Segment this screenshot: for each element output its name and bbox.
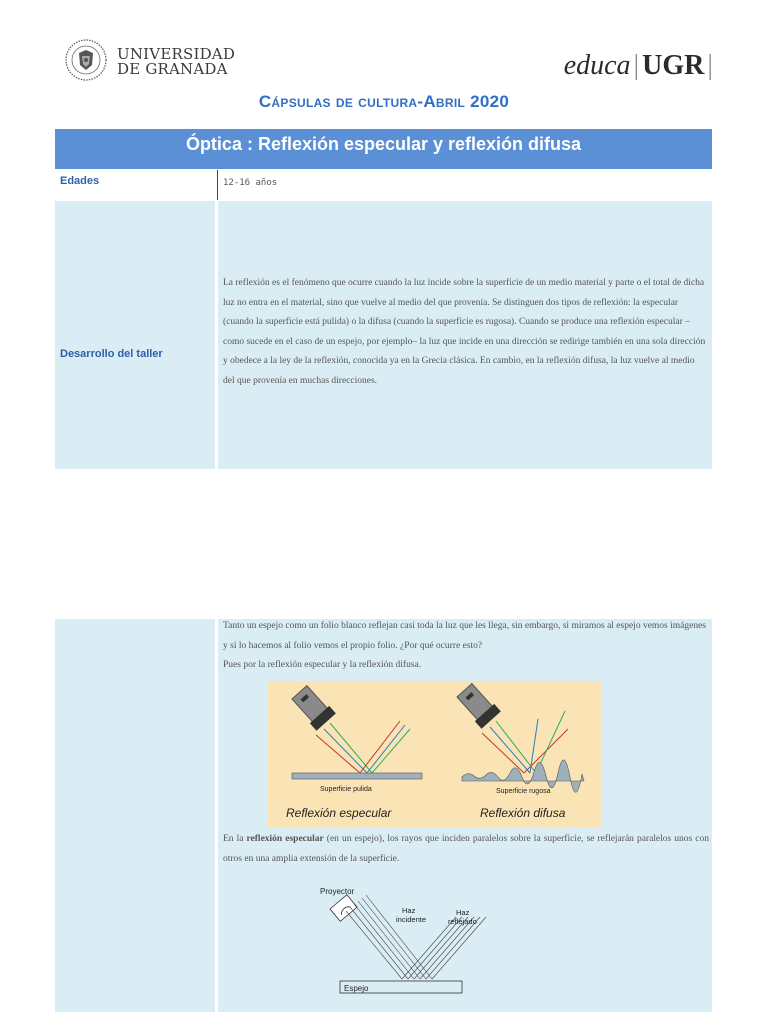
haz-reflejado-label-1: Haz (456, 908, 470, 917)
column-divider (217, 170, 218, 200)
reflection-diagram (268, 681, 601, 828)
university-line-2: DE GRANADA (117, 60, 228, 78)
logo-divider: | (633, 50, 640, 81)
rough-surface-label: Superficie rugosa (496, 788, 551, 795)
specular-explanation (223, 830, 709, 869)
specular-explanation-post: (en un espejo), los rayos que inciden paralelos sobre la superficie, se reflejarán paralelos unos con otros en una amplia extensión de la superficie. (223, 834, 709, 864)
edades-label: Edades (60, 175, 100, 187)
polished-surface-label: Superficie pulida (320, 786, 372, 793)
specular-explanation-pre: En la (223, 834, 247, 844)
projector-mirror-diagram (316, 883, 492, 1001)
second-label-cell (55, 619, 215, 1012)
reflection-types-sentence: Pues por la reflexión especular y la reflexión difusa. (223, 660, 422, 670)
desarrollo-text-cell (218, 201, 712, 469)
mirror-label: Espejo (344, 984, 369, 993)
intro-paragraph: Tanto un espejo como un folio blanco reflejan casi toda la luz que les llega, sin embargo, si miramos al espejo vemos imágenes y si lo hacemos al folio vemos el propio folio. ¿Por qué ocurre esto? (223, 621, 706, 651)
desarrollo-paragraph: La reflexión es el fenómeno que ocurre cuando la luz incide sobre la superficie de un medio material y parte o el total de dicha luz no entra en el material, sino que vuelve al medio del que provenía. Se distinguen dos tipos de reflexión: la especular (cuando la superficie está pulida) o la difusa (cuando la superficie es rugosa). Cuando se produce una reflexión especular –como sucede en el caso de un espejo, por ejemplo– la luz que incide en una dirección se redirige también en una sola dirección y obedece a la ley de la reflexión, conocida ya en la Grecia clásica. En cambio, en la reflexión difusa, la luz vuelve al medio del que provenía en muchas direcciones. (223, 278, 706, 386)
desarrollo-label-cell (55, 201, 215, 469)
capsule-subtitle: Cápsulas de cultura-Abril 2020 (258, 92, 510, 111)
second-content-cell (218, 619, 712, 1012)
page-title-bar (55, 129, 712, 169)
haz-reflejado-label-2: reflejado (448, 917, 477, 926)
university-line-1: UNIVERSIDAD (117, 45, 236, 63)
page-title: Óptica : Reflexión especular y reflexión difusa (185, 134, 582, 154)
polished-surface (292, 773, 422, 779)
logo-divider-end: | (707, 50, 713, 81)
desarrollo-label: Desarrollo del taller (60, 348, 163, 360)
educa-ugr-logo (564, 50, 716, 82)
haz-incidente-label-2: incidente (396, 915, 427, 924)
university-name (117, 47, 235, 77)
diffuse-caption: Reflexión difusa (480, 806, 566, 820)
projector-label: Proyector (320, 887, 355, 896)
haz-incidente-label-1: Haz (402, 906, 416, 915)
universidad-de-granada-logo (64, 38, 236, 84)
university-seal-icon (64, 38, 108, 82)
ugr-word: UGR (642, 50, 705, 81)
specular-caption: Reflexión especular (286, 806, 392, 820)
edades-value: 12-16 años (223, 178, 278, 188)
specular-explanation-bold: reflexión especular (246, 834, 324, 844)
educa-word: educa (563, 50, 631, 81)
